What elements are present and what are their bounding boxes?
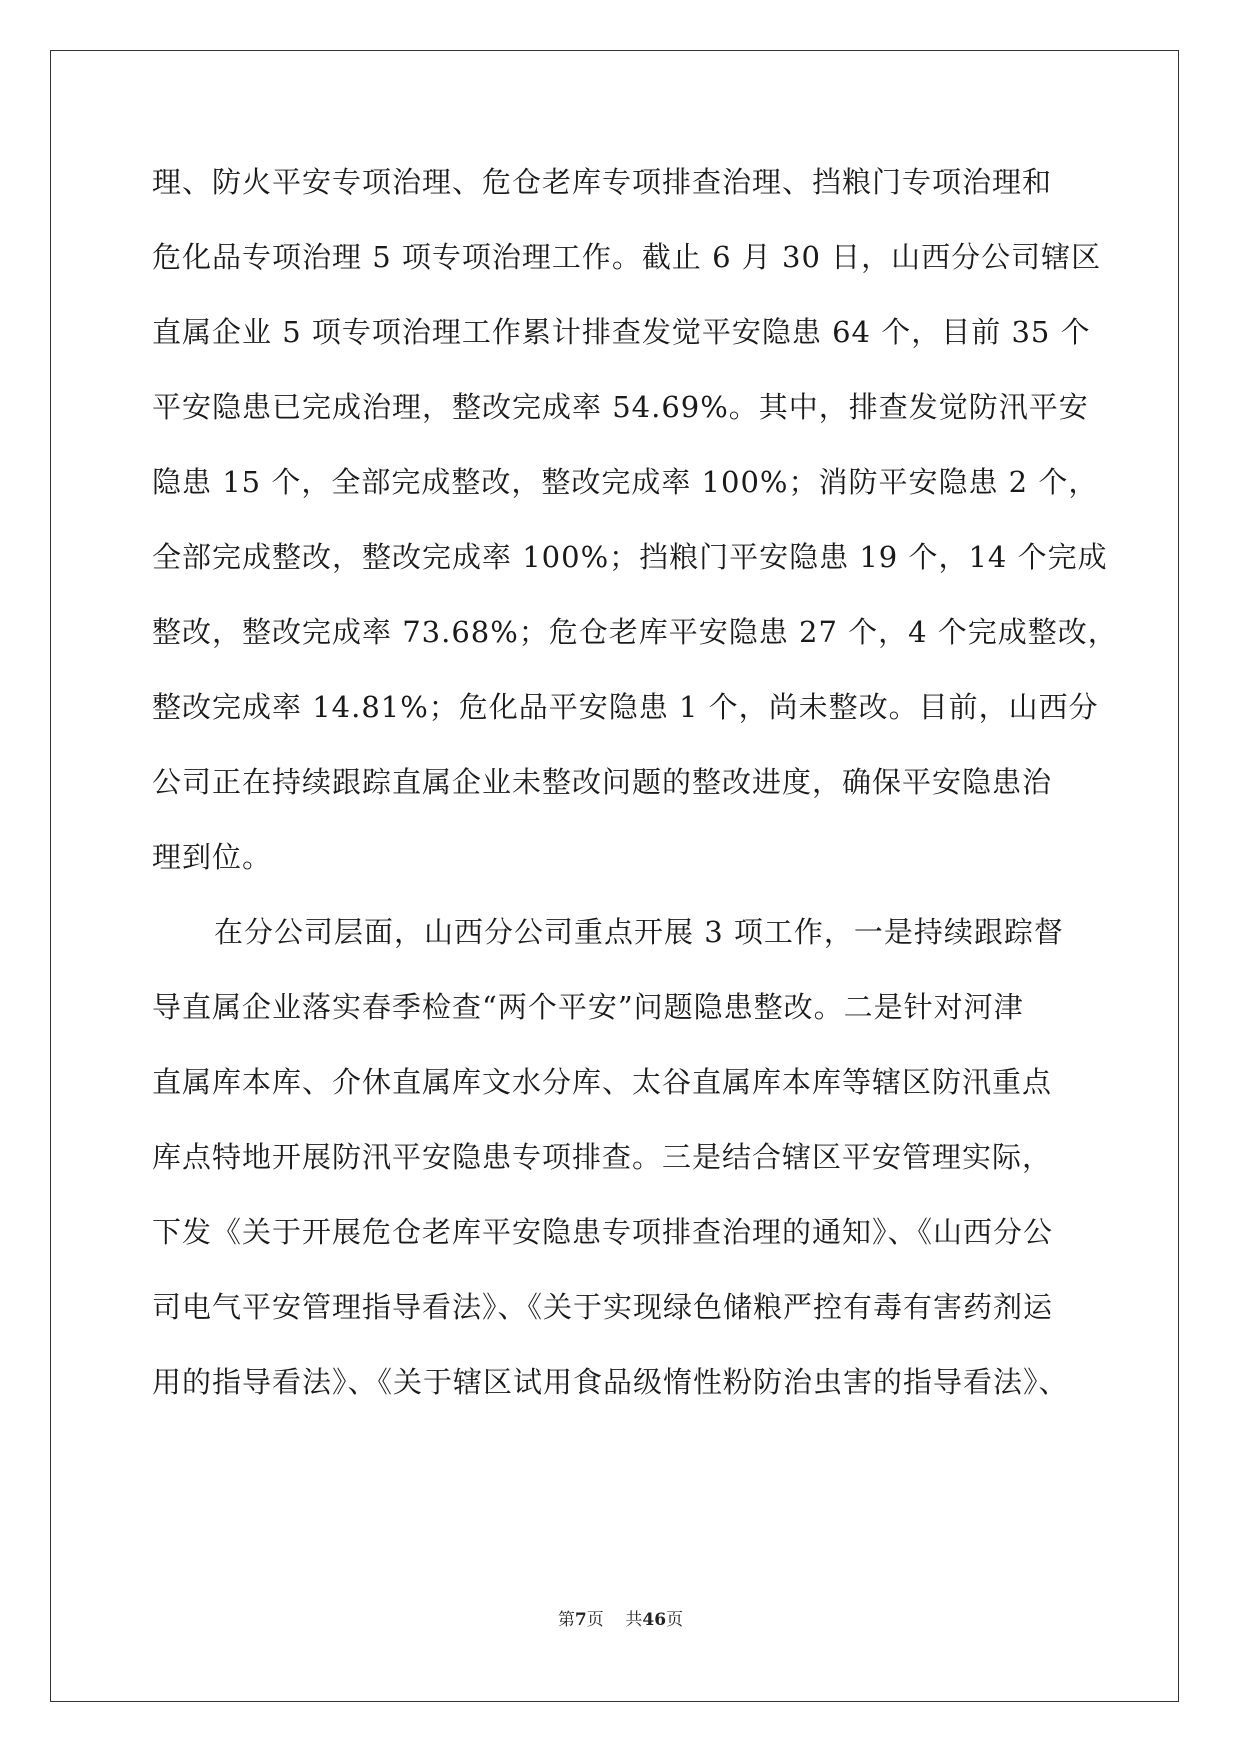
text-line: 直属库本库、介休直属库文水分库、太谷直属库本库等辖区防汛重点 (152, 1065, 1053, 1099)
total-page-count: 46 (642, 1610, 667, 1630)
footer-total-suffix: 页 (666, 1610, 684, 1630)
text-line: 直属企业 5 项专项治理工作累计排查发觉平安隐患 64 个，目前 35 个 (152, 315, 1091, 349)
text-line: 导直属企业落实春季检查“两个平安”问题隐患整改。二是针对河津 (152, 990, 1024, 1024)
text-line: 公司正在持续跟踪直属企业未整改问题的整改进度，确保平安隐患治 (152, 765, 1053, 799)
text-line: 用的指导看法》、《关于辖区试用食品级惰性粉防治虫害的指导看法》、 (152, 1365, 1069, 1399)
text-line: 库点特地开展防汛平安隐患专项排查。三是结合辖区平安管理实际， (152, 1140, 1053, 1174)
text-line: 平安隐患已完成治理，整改完成率 54.69%。其中，排查发觉防汛平安 (152, 390, 1089, 424)
text-line: 全部完成整改，整改完成率 100%；挡粮门平安隐患 19 个，14 个完成 (152, 540, 1108, 574)
text-line: 司电气平安管理指导看法》、《关于实现绿色储粮严控有毒有害药剂运 (152, 1290, 1054, 1324)
footer-page-suffix: 页 (586, 1610, 604, 1630)
text-line: 理、防火平安专项治理、危仓老库专项排查治理、挡粮门专项治理和 (152, 165, 1053, 199)
text-line: 理到位。 (152, 840, 273, 874)
text-line: 整改完成率 14.81%；危化品平安隐患 1 个，尚未整改。目前，山西分 (152, 690, 1099, 724)
footer-total-prefix: 共 (625, 1610, 643, 1630)
page-footer (0, 1608, 1241, 1632)
text-line: 整改，整改完成率 73.68%；危仓老库平安隐患 27 个，4 个完成整改， (152, 615, 1118, 649)
current-page-number: 7 (574, 1610, 587, 1630)
text-line: 危化品专项治理 5 项专项治理工作。截止 6 月 30 日，山西分公司辖区 (152, 240, 1102, 274)
paragraph-first-line: 在分公司层面，山西分公司重点开展 3 项工作，一是持续跟踪督 (214, 915, 1064, 949)
text-line: 隐患 15 个，全部完成整改，整改完成率 100%；消防平安隐患 2 个， (152, 465, 1099, 499)
footer-prefix: 第 (557, 1610, 575, 1630)
text-line: 下发《关于开展危仓老库平安隐患专项排查治理的通知》、《山西分公 (152, 1215, 1054, 1249)
